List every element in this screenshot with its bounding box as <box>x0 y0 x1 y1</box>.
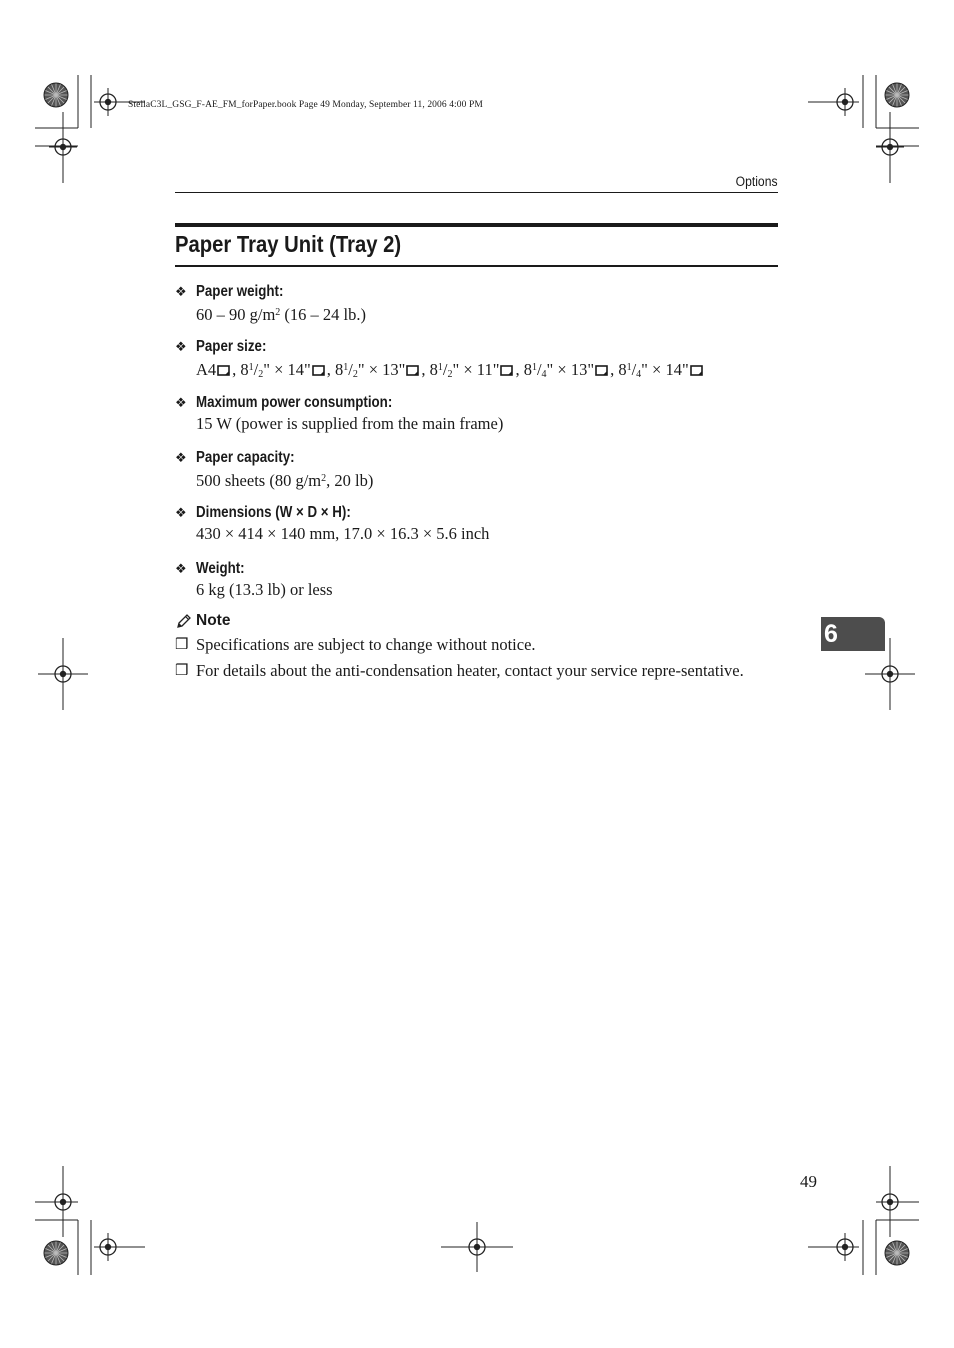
spec-label: Paper capacity: <box>196 449 295 466</box>
paper-landscape-icon <box>406 365 420 377</box>
spec-paper-capacity <box>175 449 778 491</box>
spec-value: 15 W (power is supplied from the main frame) <box>196 414 504 433</box>
note-item <box>175 661 778 681</box>
diamond-bullet-icon: ❖ <box>175 395 187 410</box>
page-title: Paper Tray Unit (Tray 2) <box>175 231 402 257</box>
paper-size-item: $8^1/_2$" × 13" <box>335 360 421 379</box>
paper-landscape-icon <box>500 365 514 377</box>
spec-label: Paper weight: <box>196 283 284 300</box>
paper-landscape-icon <box>312 365 326 377</box>
spec-value: 60 – 90 $g/m^2$ (16 – 24 lb.) <box>196 305 366 324</box>
paper-size-item: $8^1/_4$" × 13" <box>524 360 610 379</box>
checkbox-bullet-icon: ❒ <box>175 637 189 653</box>
spec-weight <box>175 560 778 600</box>
diamond-bullet-icon: ❖ <box>175 284 187 299</box>
diamond-bullet-icon: ❖ <box>175 505 187 520</box>
paper-landscape-icon <box>595 365 609 377</box>
spec-paper-size <box>175 338 778 385</box>
spec-value: 500 sheets (80 $g/m^2$, 20 lb) <box>196 471 374 490</box>
note-item <box>175 635 778 655</box>
note-heading <box>175 612 230 630</box>
spec-label: Paper size: <box>196 338 267 355</box>
title-rule-top <box>175 223 778 227</box>
spec-paper-weight <box>175 283 778 325</box>
diamond-bullet-icon: ❖ <box>175 339 187 354</box>
header-rule <box>175 192 778 193</box>
spec-value: 430 × 414 × 140 mm, 17.0 × 16.3 × 5.6 inch <box>196 524 490 543</box>
chapter-number: 6 <box>824 620 838 648</box>
diamond-bullet-icon: ❖ <box>175 561 187 576</box>
paper-size-list: A4 , $8^1/_2$" × 14" , $8^1/_2$" × 13" , $8^1/_2$" × 11" , $8^1/_4$" × 13" , $8^1/_4$" × 14" <box>196 358 778 385</box>
page-number: 49 <box>800 1172 817 1191</box>
spec-value: 6 kg (13.3 lb) or less <box>196 580 333 599</box>
spec-label: Weight: <box>196 560 245 577</box>
paper-landscape-icon <box>217 365 231 377</box>
note-label: Note <box>196 612 231 629</box>
spec-label: Maximum power consumption: <box>196 394 393 411</box>
title-rule-bottom <box>175 265 778 267</box>
book-file-info: StellaC3L_GSG_F-AE_FM_forPaper.book Page 49 Monday, September 11, 2006 4:00 PM <box>128 100 483 110</box>
pencil-icon <box>175 612 193 630</box>
running-head: Options <box>736 174 778 189</box>
paper-size-item: $8^1/_2$" × 14" <box>240 360 326 379</box>
diamond-bullet-icon: ❖ <box>175 450 187 465</box>
paper-size-item: $8^1/_2$" × 11" <box>430 360 516 379</box>
checkbox-bullet-icon: ❒ <box>175 663 189 679</box>
paper-landscape-icon <box>690 365 704 377</box>
spec-label: Dimensions (W × D × H): <box>196 504 351 521</box>
paper-size-item: A4 <box>196 360 232 379</box>
spec-dimensions <box>175 504 778 544</box>
note-text: Specifications are subject to change without notice. <box>196 635 536 654</box>
note-text: For details about the anti-condensation heater, contact your service repre-sentative. <box>196 661 744 680</box>
paper-size-item: $8^1/_4$" × 14" <box>618 360 704 379</box>
spec-max-power <box>175 394 778 434</box>
